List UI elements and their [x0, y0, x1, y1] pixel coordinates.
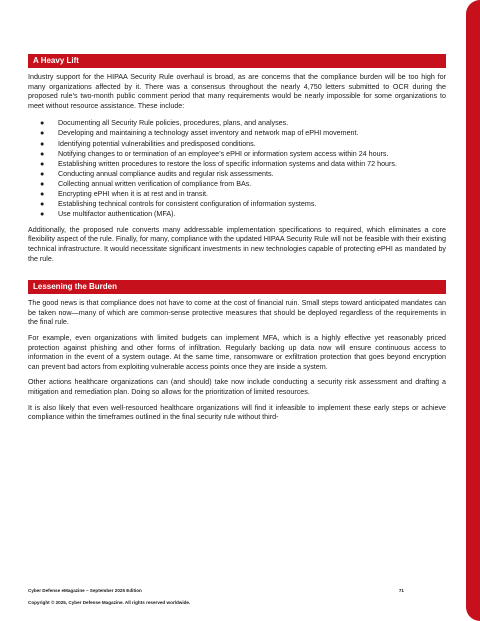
- bullet-item: [28, 190, 446, 200]
- bullet-text: Establishing technical controls for consistent configuration of information systems.: [58, 200, 317, 209]
- bullet-item: [28, 150, 446, 160]
- bullet-item: [28, 210, 446, 220]
- bullet-text: Notifying changes to or termination of an employee’s ePHI or information system access within 24 hours.: [58, 149, 389, 158]
- bullet-item: [28, 160, 446, 170]
- heavy-lift-closing-paragraph: Additionally, the proposed rule converts many addressable implementation specifications to required, which eliminates a core flexibility aspect of the rule. Finally, for many, compliance with the updated HIPAA Security Rule will not be feasible with their existing technical infrastructure. It would necessitate significant investments in new technologies capable of protecting ePHI as mandated by the rule.: [28, 225, 446, 263]
- bullet-item: [28, 170, 446, 180]
- lessening-burden-paragraph: For example, even organizations with limited budgets can implement MFA, which is a highly effective yet reasonably priced protection against phishing and other forms of infiltration. Regularly backing up data now will ensure continuous access to information in the event of a system outage. At the same time, ransomware or exfiltration protection that goes beyond encryption can prevent bad actors from exploiting vulnerable access points once they are inside a system.: [28, 333, 446, 371]
- heavy-lift-intro-paragraph: Industry support for the HIPAA Security Rule overhaul is broad, as are concerns that the compliance burden will be too high for many organizations affected by it. There was a consensus throughout the nearly 4,750 letters submitted to OCR during the proposed rule’s two-month public comment period that many requirements would be nearly impossible for some organizations to meet without resource assistance. These include:: [28, 73, 446, 110]
- footer-row: [28, 587, 404, 594]
- bullet-icon: ●: [40, 139, 45, 148]
- bullet-icon: ●: [40, 179, 45, 188]
- bullet-item: [28, 119, 446, 129]
- lessening-burden-paragraph: The good news is that compliance does not have to come at the cost of financial ruin. Small steps toward anticipated mandates can be taken now—many of which are common-sense protective measures that should be deployed regardless of the requirements in the final rule.: [28, 299, 446, 327]
- bullet-text: Encrypting ePHI when it is at rest and in transit.: [58, 190, 209, 199]
- footer-copyright: Copyright © 2025, Cyber Defense Magazine. All rights reserved worldwide.: [28, 600, 191, 605]
- bullet-icon: ●: [40, 169, 45, 178]
- section-spacer: [28, 270, 446, 280]
- bullet-icon: ●: [40, 119, 45, 128]
- bullet-icon: ●: [40, 200, 45, 209]
- bullet-icon: ●: [40, 190, 45, 199]
- bullet-item: [28, 129, 446, 139]
- bullet-icon: ●: [40, 159, 45, 168]
- bullet-text: Use multifactor authentication (MFA).: [58, 210, 176, 219]
- footer-edition: Cyber Defense eMagazine – September 2025 Edition: [28, 588, 142, 593]
- bullet-text: Developing and maintaining a technology asset inventory and network map of ePHI movement.: [58, 129, 359, 138]
- section-heading-lessening-burden: Lessening the Burden: [28, 280, 446, 294]
- bullet-text: Identifying potential vulnerabilities and predisposed conditions.: [58, 139, 256, 148]
- bullet-icon: ●: [40, 129, 45, 138]
- bullet-icon: ●: [40, 210, 45, 219]
- bullet-item: [28, 180, 446, 190]
- bullet-icon: ●: [40, 149, 45, 158]
- bullet-item: [28, 140, 446, 150]
- page-footer: [28, 587, 404, 606]
- lessening-burden-paragraph: It is also likely that even well-resourced healthcare organizations will find it infeasible to implement these early steps or achieve compliance within the timeframes outlined in the final security rule without third-: [28, 403, 446, 422]
- section-heading-heavy-lift: A Heavy Lift: [28, 54, 446, 68]
- lessening-burden-paragraph: Other actions healthcare organizations can (and should) take now include conducting a security risk assessment and drafting a mitigation and remediation plan. Doing so allows for the prioritization of limited resources.: [28, 378, 446, 396]
- page-edge-accent: [466, 0, 480, 621]
- bullet-text: Documenting all Security Rule policies, procedures, plans, and analyses.: [58, 119, 289, 128]
- bullet-text: Conducting annual compliance audits and regular risk assessments.: [58, 169, 274, 178]
- article-body: [28, 54, 446, 429]
- bullet-text: Collecting annual written verification of compliance from BAs.: [58, 179, 252, 188]
- footer-page-number: 71: [398, 588, 404, 593]
- requirements-bullet-list: [28, 119, 446, 219]
- bullet-item: [28, 200, 446, 210]
- bullet-text: Establishing written procedures to restore the loss of specific information systems and data within 72 hours.: [58, 159, 397, 168]
